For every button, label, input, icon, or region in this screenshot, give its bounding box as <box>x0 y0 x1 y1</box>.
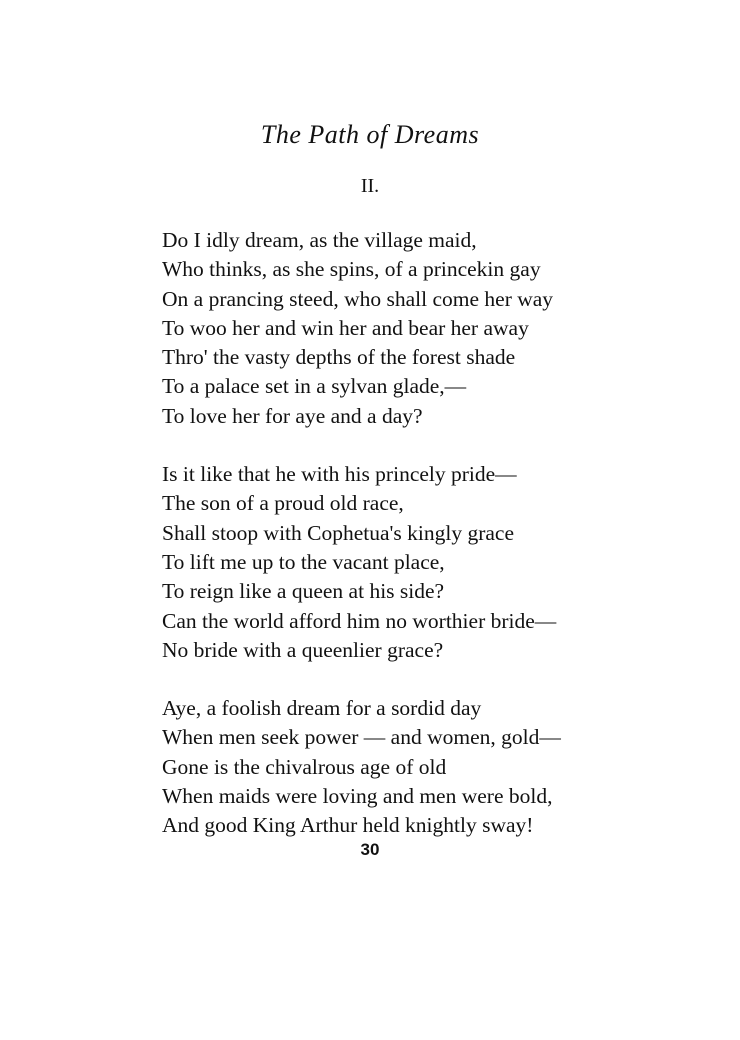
poem-line: No bride with a queenlier grace? <box>162 637 444 662</box>
stanza-3 <box>162 694 682 840</box>
poem-line: When men seek power — and women, gold— <box>162 725 561 750</box>
poem-line: Gone is the chivalrous age of old <box>162 754 447 779</box>
poem-line: Shall stoop with Cophetua's kingly grace <box>162 520 515 545</box>
poem-line: When maids were loving and men were bold, <box>162 784 553 809</box>
poem-line: To love her for aye and a day? <box>162 403 423 428</box>
poem-line: Do I idly dream, as the village maid, <box>162 228 477 252</box>
poem-line: The son of a proud old race, <box>162 491 404 516</box>
poem-line: On a prancing steed, who shall come her way <box>162 286 554 311</box>
poem-line: To reign like a queen at his side? <box>162 579 445 604</box>
poem-line: To woo her and win her and bear her away <box>162 315 529 340</box>
poem-line: Thro' the vasty depths of the forest shade <box>162 345 516 370</box>
poem-line: To a palace set in a sylvan glade,— <box>162 374 467 399</box>
poem-line: To lift me up to the vacant place, <box>162 549 445 574</box>
section-number: II. <box>360 175 380 197</box>
poem <box>162 226 682 870</box>
poem-line: Who thinks, as she spins, of a princekin gay <box>162 257 541 282</box>
page-number: 30 <box>360 840 380 859</box>
poem-line: Is it like that he with his princely pride— <box>162 462 517 487</box>
poem-line: Can the world afford him no worthier bride— <box>162 608 557 633</box>
poem-line: And good King Arthur held knightly sway! <box>162 813 534 838</box>
running-title: The Path of Dreams <box>260 120 480 149</box>
poem-line: Aye, a foolish dream for a sordid day <box>162 696 482 721</box>
stanza-2 <box>162 460 682 665</box>
stanza-1 <box>162 226 682 431</box>
